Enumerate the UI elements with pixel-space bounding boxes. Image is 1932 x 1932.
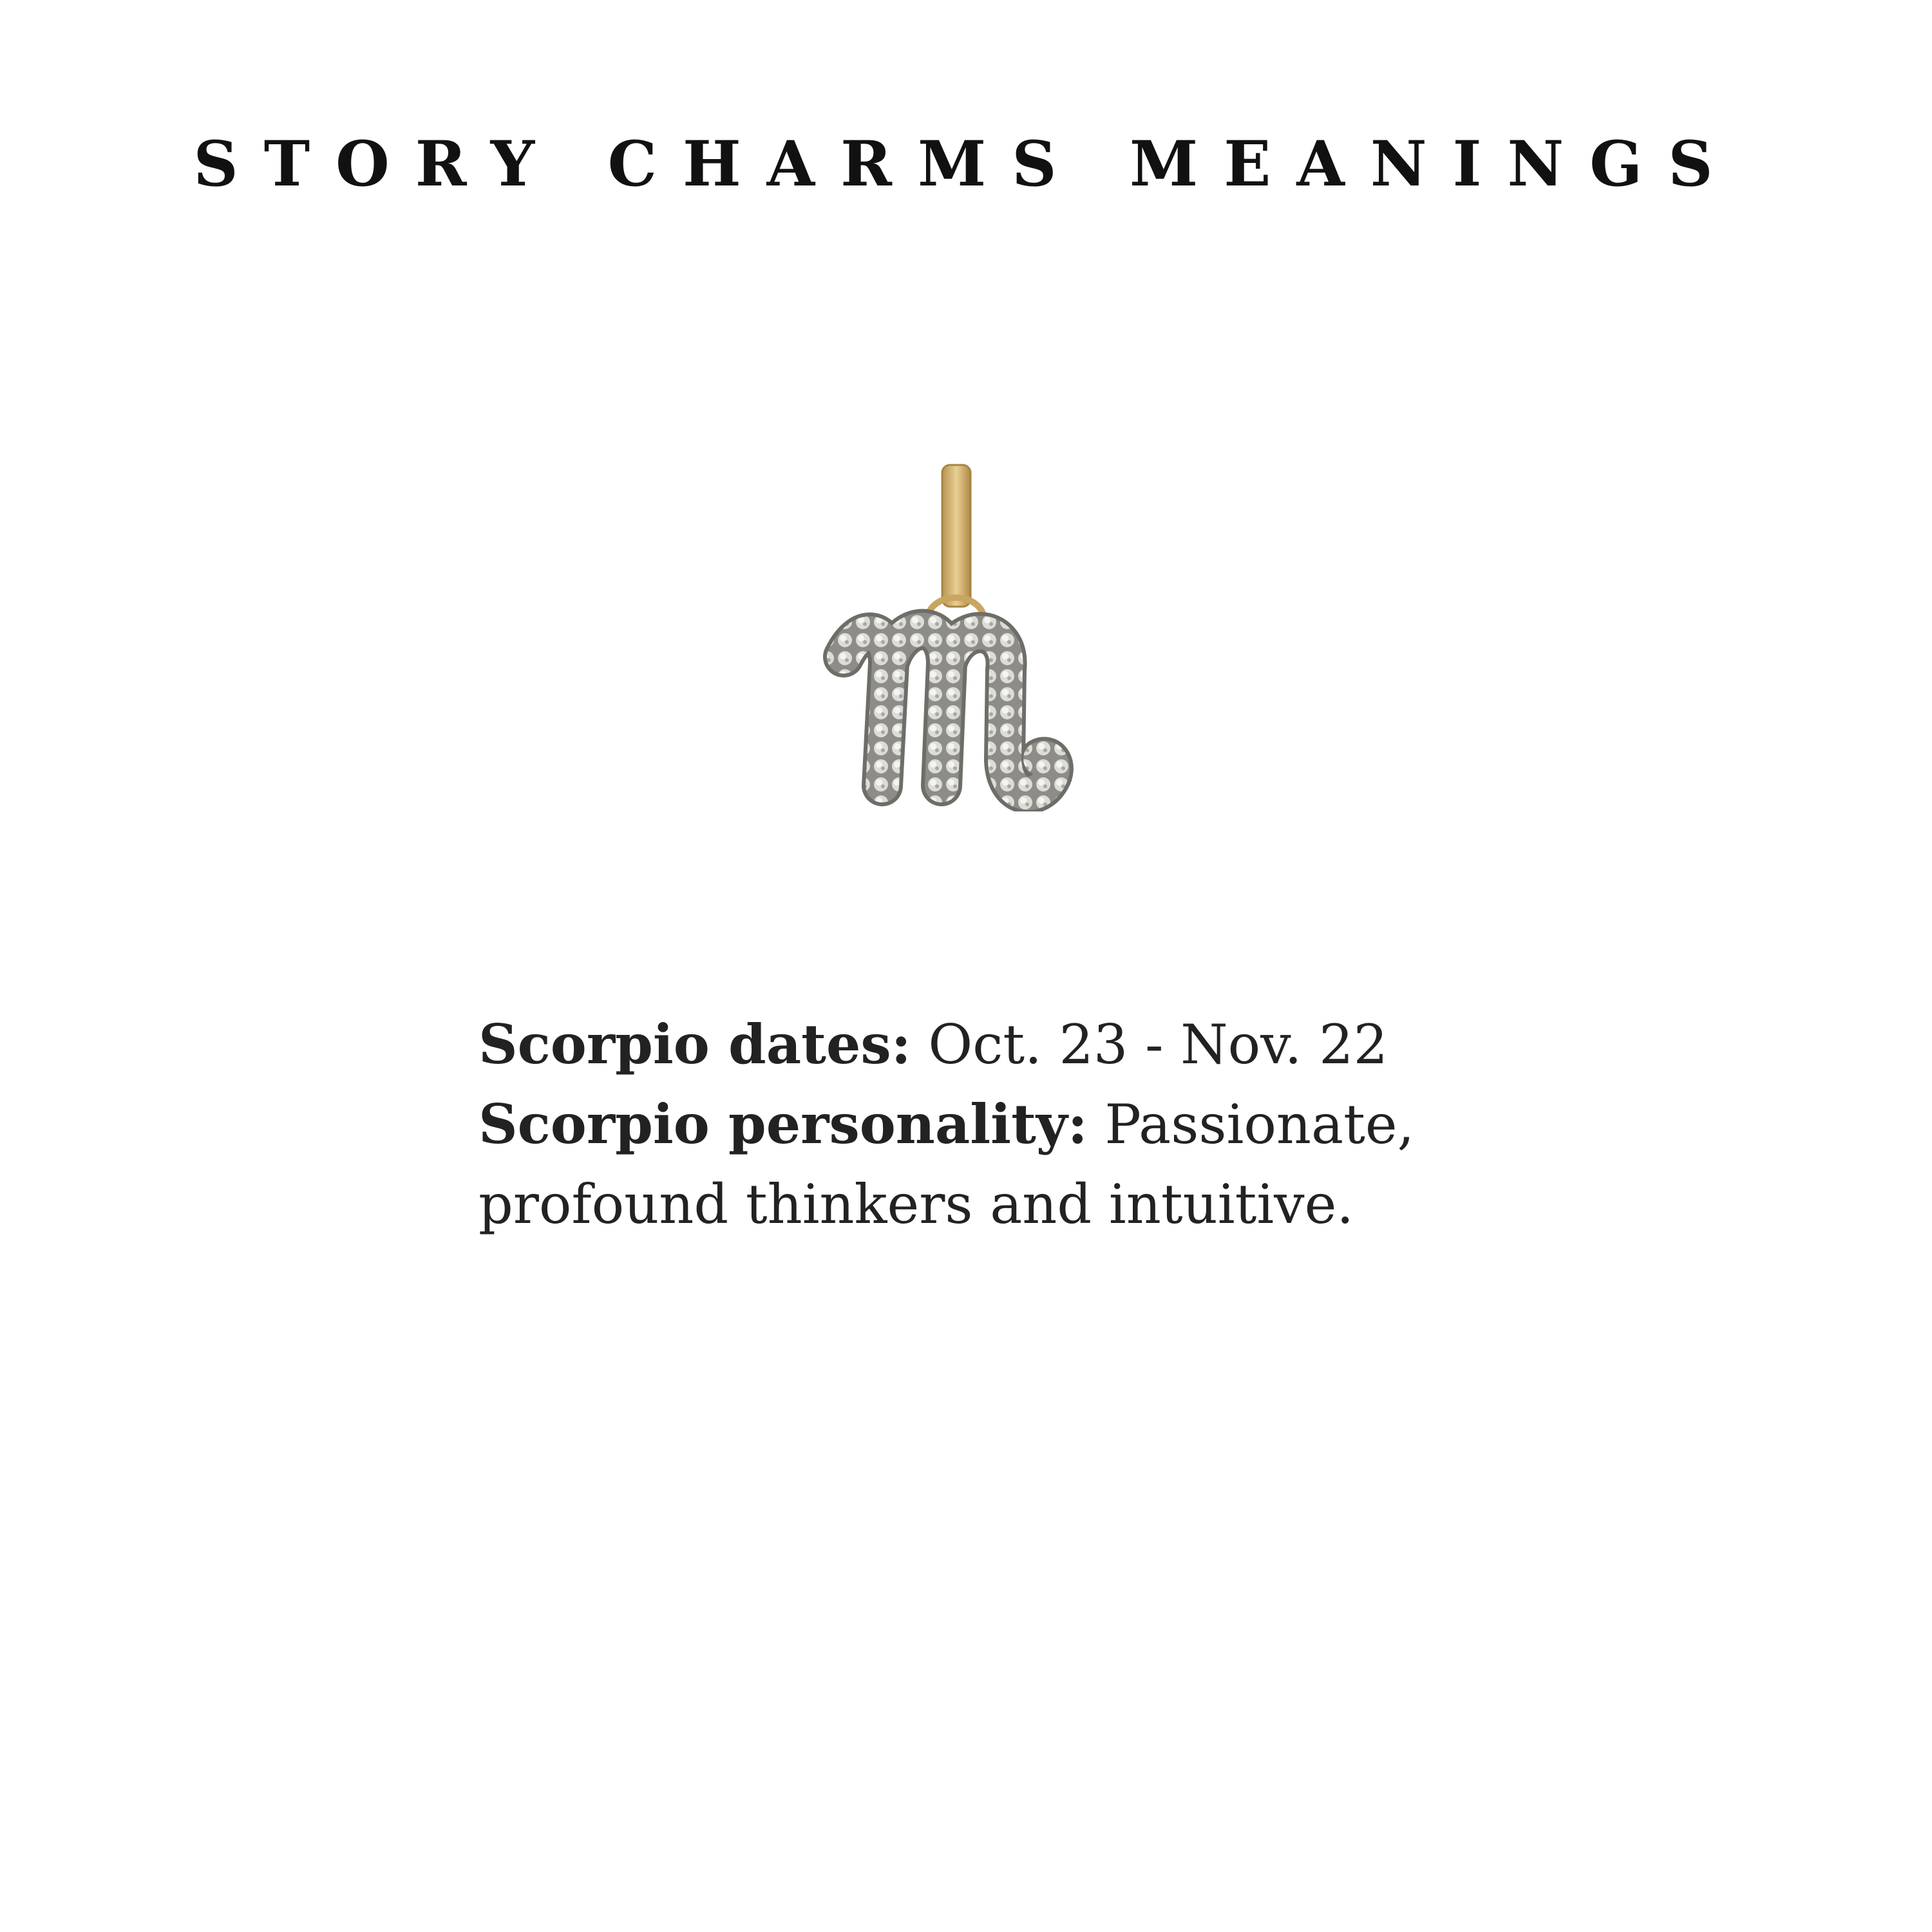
personality-label: Scorpio personality: <box>478 1092 1088 1156</box>
scorpio-charm-icon <box>818 451 1127 811</box>
zodiac-info <box>478 1005 1573 1244</box>
dates-label: Scorpio dates: <box>478 1012 911 1076</box>
personality-value-continued: profound thinkers and intuitive. <box>478 1173 1354 1236</box>
dates-line <box>478 1005 1573 1084</box>
personality-line-2 <box>478 1164 1573 1244</box>
personality-line <box>478 1084 1573 1164</box>
page-title: STORY CHARMS MEANINGS <box>193 128 1739 200</box>
dates-value: Oct. 23 - Nov. 22 <box>928 1013 1388 1076</box>
personality-value: Passionate, <box>1104 1093 1415 1156</box>
